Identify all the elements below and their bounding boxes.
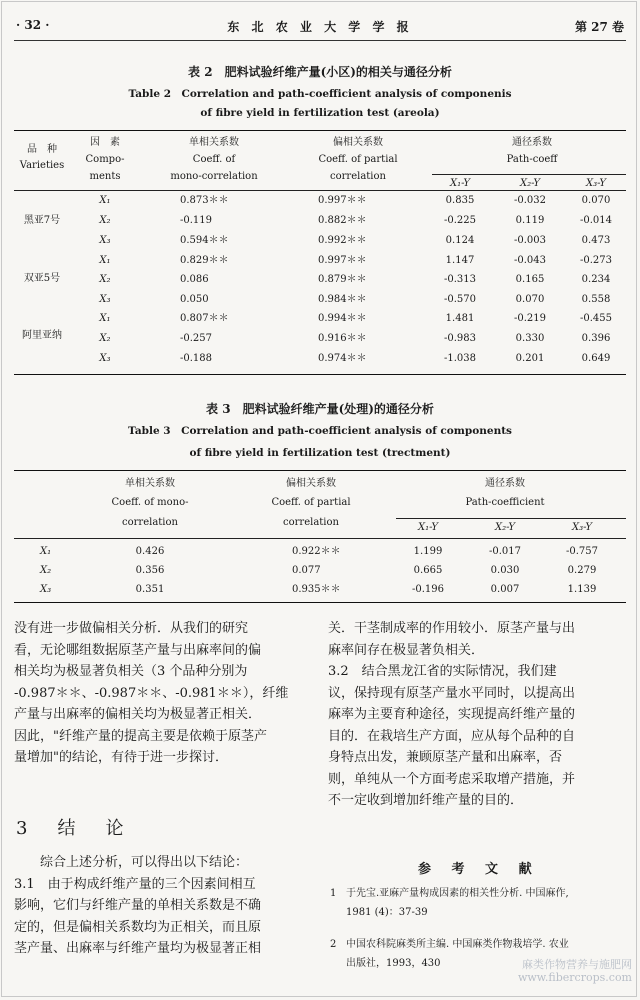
col-variety-cn: 品 种 [27,144,57,155]
cell-mono: 0.594＊＊ [180,235,229,246]
col-partial-en-1: Coeff. of partial [271,497,351,508]
text-line: 麻率间存在极显著负相关． [328,642,485,658]
table2-bottom-rule [14,374,626,375]
cell-path2: -0.219 [513,313,547,324]
text-line: 没有进一步做偏相关分析．从我们的研究 [14,621,249,636]
cell-path3: 0.234 [581,274,611,285]
col-partial-en-2: correlation [330,171,386,182]
cell-path1: -0.225 [443,215,477,226]
cell-partial: 0.879＊＊ [318,274,367,285]
cell-mono: 0.426 [135,546,165,557]
cell-factor: X₂ [99,333,111,344]
cell-factor: X₂ [99,274,111,285]
cell-path1: 1.147 [445,255,475,266]
cell-path1: -0.983 [443,333,477,344]
cell-path1: -0.196 [411,584,445,595]
cell-mono: 0.829＊＊ [180,255,229,266]
variety-label: 黑亚7号 [23,215,61,226]
cell-path1: 0.665 [413,565,443,576]
section-title-conclusion: 3 结 论 [16,818,130,839]
header-rule [14,40,626,41]
cell-path1: 1.481 [445,313,475,324]
cell-path2: 0.119 [515,215,545,226]
cell-path2: 0.070 [515,294,545,305]
cell-factor: X₃ [99,235,111,246]
watermark [518,958,632,984]
cell-partial: 0.882＊＊ [318,215,367,226]
cell-factor: X₃ [99,294,111,305]
cell-partial: 0.994＊＊ [318,313,367,324]
cell-factor: X₃ [99,353,111,364]
cell-factor: X₂ [99,215,111,226]
volume-label: 第 27 卷 [574,20,624,34]
cell-mono: 0.050 [180,294,209,305]
col-path-x1: X₁-Y [417,522,439,533]
variety-label: 阿里亚纳 [22,330,62,341]
col-path-cn: 通径系数 [512,137,552,148]
table2-title-cn: 表 2 肥料试验纤维产量(小区)的相关与通径分析 [188,65,452,79]
col-mono-cn: 单相关系数 [189,137,239,148]
references-heading: 参 考 文 献 [418,862,540,877]
cell-path2: -0.032 [513,195,547,206]
cell-path1: 1.199 [413,546,443,557]
page-number: · 32 · [16,18,50,32]
cell-factor: X₁ [40,546,52,557]
cell-path2: -0.017 [488,546,522,557]
reference-line: 1981 (4)：37-39 [346,907,428,918]
reference-number: 2 [330,939,337,950]
col-mono-en-1: Coeff. of mono- [111,497,189,508]
text-line: 综合上述分析，可以得出以下结论： [14,855,249,870]
cell-path3: 0.396 [581,333,611,344]
text-line: 量增加"的结论，有待于进一步探讨． [14,750,228,765]
cell-factor: X₁ [99,195,111,206]
cell-path2: 0.330 [515,333,545,344]
cell-path3: 0.473 [581,235,611,246]
col-comp-en-1: Compo- [85,154,125,165]
cell-partial: 0.916＊＊ [318,333,367,344]
cell-path3: 1.139 [567,584,597,595]
col-mono-cn: 单相关系数 [125,478,175,489]
table3-title-cn: 表 3 肥料试验纤维产量(处理)的通径分析 [206,402,434,416]
cell-partial: 0.974＊＊ [318,353,367,364]
cell-partial: 0.935＊＊ [292,584,341,595]
table3-path-subrule [396,518,626,519]
left-paragraph-2 [14,852,314,960]
cell-path2: -0.003 [513,235,547,246]
text-line: 定的，但是偏相关系数均为正相关，而且原 [14,919,262,935]
cell-path3: 0.279 [567,565,597,576]
cell-path3: -0.273 [579,255,613,266]
col-path-x2: X₂-Y [494,522,516,533]
cell-mono: 0.086 [180,274,209,285]
text-line: 产量与出麻率的偏相关均为极显著正相关． [14,707,262,722]
table2-title-en-2: of fibre yield in fertilization test (areola) [200,107,440,119]
col-path-x3: X₃-Y [571,522,593,533]
cell-mono: 0.807＊＊ [180,313,229,324]
watermark-line: 麻类作物营养与施肥网 [522,958,632,971]
text-line: 相关均为极显著负相关（3 个品种分别为 [14,664,248,679]
cell-path1: 0.835 [445,195,475,206]
running-header [16,18,624,36]
cell-partial: 0.984＊＊ [318,294,367,305]
text-line: 目的．在栽培生产方面，应从每个品种的自 [328,728,576,744]
col-partial-en-2: correlation [283,517,339,528]
text-line: 3.2 结合黑龙江省的实际情况，我们建 [328,664,557,679]
col-partial-cn: 偏相关系数 [333,137,383,148]
text-line: 身特点出发，兼顾原茎产量和出麻率，否 [328,750,563,765]
cell-path2: 0.165 [515,274,545,285]
cell-path2: 0.030 [490,565,520,576]
table2-title-en-1: Table 2 Correlation and path-coefficient analysis of componenis [128,88,512,100]
col-mono-en-2: correlation [122,517,178,528]
text-line: 因此，"纤维产量的提高主要是依赖于原茎产 [14,728,267,744]
cell-partial: 0.922＊＊ [292,546,341,557]
col-variety-en: Varieties [19,160,65,171]
text-line: -0.987＊＊、-0.987＊＊、-0.981＊＊），纤维 [14,685,289,701]
reference-line: 于先宝.亚麻产量构成因素的相关性分析. 中国麻作, [346,888,569,899]
table3-header-rule [14,538,626,539]
table3-title-en-1: Table 3 Correlation and path-coefficient analysis of components [128,425,512,437]
cell-path1: -1.038 [443,353,477,364]
text-line: 影响，它们与纤维产量的单相关系数是不确 [14,898,262,913]
col-path-en: Path-coefficient [465,497,545,508]
col-path-x3: X₃-Y [585,178,607,189]
table3-title-en-2: of fibre yield in fertilization test (trectment) [189,447,451,459]
cell-mono: -0.257 [180,333,213,344]
cell-path1: -0.570 [443,294,477,305]
col-path-x2: X₂-Y [519,178,541,189]
text-line: 看，无论哪组数据原茎产量与出麻率间的偏 [14,642,262,658]
col-mono-en-2: mono-correlation [170,171,258,182]
table3-bottom-rule [14,602,626,603]
col-mono-en-1: Coeff. of [192,154,236,165]
cell-path3: 0.558 [581,294,611,305]
col-comp-cn: 因 素 [90,137,120,148]
cell-path3: 0.649 [581,353,611,364]
col-partial-en-1: Coeff. of partial [318,154,398,165]
cell-factor: X₂ [40,565,52,576]
cell-mono: 0.356 [135,565,165,576]
cell-path3: -0.455 [579,313,613,324]
cell-mono: -0.119 [180,215,213,226]
text-line: 茎产量、出麻率与纤维产量均为极显著正相 [14,941,262,956]
variety-label: 双亚5号 [23,273,61,284]
cell-mono: 0.351 [135,584,165,595]
table2-top-rule [14,130,626,131]
text-line: 麻率为主要育种途径，实现提高纤维产量的 [328,707,576,722]
col-path-x1: X₁-Y [449,178,471,189]
cell-partial: 0.997＊＊ [318,195,367,206]
right-paragraph [328,618,628,812]
cell-path2: 0.007 [490,584,520,595]
cell-path2: -0.043 [513,255,547,266]
col-comp-en-2: ments [89,171,121,182]
journal-name: 东 北 农 业 大 学 学 报 [227,20,413,34]
cell-mono: -0.188 [180,353,213,364]
text-line: 不一定收到增加纤维产量的目的． [328,793,524,808]
text-line: 则，单纯从一个方面考虑采取增产措施，并 [328,771,576,787]
cell-path2: 0.201 [515,353,545,364]
text-line: 议，保持现有原茎产量水平同时，以提高出 [328,685,576,701]
col-path-en: Path-coeff [506,154,558,165]
table2-header-rule [14,190,626,191]
cell-path1: 0.124 [445,235,475,246]
cell-partial: 0.997＊＊ [318,255,367,266]
reference-line: 中国农科院麻类所主编. 中国麻类作物栽培学. 农业 [346,939,569,950]
reference-item-1 [330,884,630,922]
cell-partial: 0.992＊＊ [318,235,367,246]
cell-path3: -0.014 [579,215,613,226]
text-line: 3.1 由于构成纤维产量的三个因素间相互 [14,876,256,892]
cell-path3: 0.070 [581,195,611,206]
cell-mono: 0.873＊＊ [180,195,229,206]
cell-factor: X₁ [99,255,111,266]
table3-top-rule [14,470,626,471]
cell-path1: -0.313 [443,274,477,285]
reference-line: 出版社，1993，430 [346,958,441,969]
col-partial-cn: 偏相关系数 [286,478,336,489]
left-paragraph-1 [14,618,314,769]
col-path-cn: 通径系数 [485,478,525,489]
reference-number: 1 [330,888,337,899]
text-line: 关．干茎制成率的作用较小．原茎产量与出 [328,621,576,636]
table2-path-subrule [432,174,626,175]
cell-path3: -0.757 [565,546,599,557]
cell-factor: X₃ [40,584,52,595]
cell-partial: 0.077 [292,565,321,576]
cell-factor: X₁ [99,313,111,324]
watermark-line: www.fibercrops.com [517,971,632,984]
